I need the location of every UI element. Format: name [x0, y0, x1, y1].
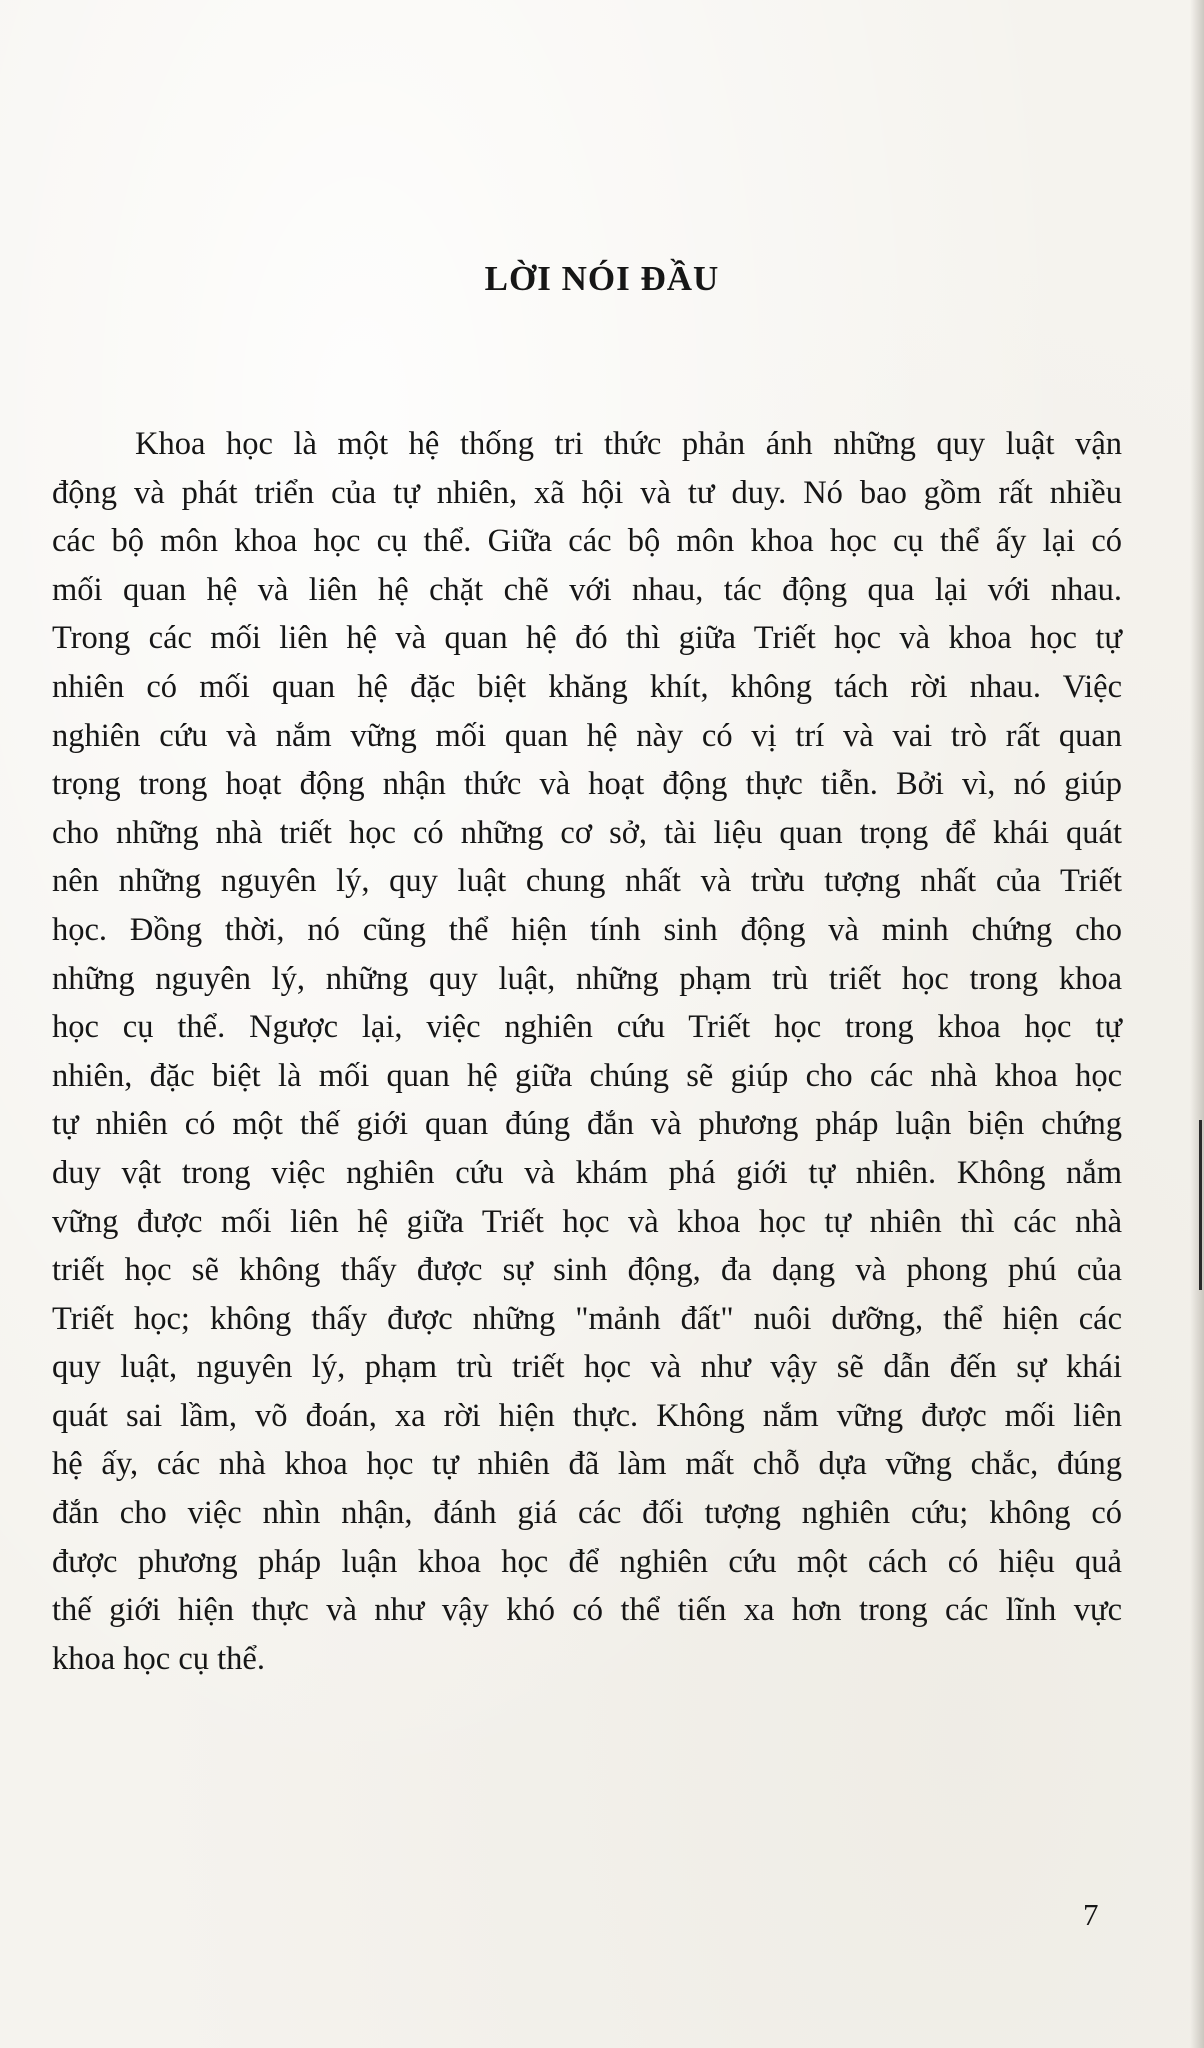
text-line: triết học sẽ không thấy được sự sinh động, đa dạng và phong phú của — [52, 1252, 1122, 1289]
text-line: mối quan hệ và liên hệ chặt chẽ với nhau, tác động qua lại với nhau. — [52, 571, 1122, 608]
text-line: cho những nhà triết học có những cơ sở, tài liệu quan trọng để khái quát — [52, 814, 1122, 851]
text-line: các bộ môn khoa học cụ thể. Giữa các bộ môn khoa học cụ thể ấy lại có — [52, 523, 1122, 560]
text-line: những nguyên lý, những quy luật, những phạm trù triết học trong khoa — [52, 960, 1122, 997]
page-title: LỜI NÓI ĐẦU — [484, 259, 720, 299]
text-line: thế giới hiện thực và như vậy khó có thể tiến xa hơn trong các lĩnh vực — [52, 1592, 1122, 1629]
text-line: trọng trong hoạt động nhận thức và hoạt động thực tiễn. Bởi vì, nó giúp — [52, 766, 1122, 803]
page-edge-shadow — [1190, 0, 1204, 2048]
page-edge-mark — [1199, 1120, 1202, 1290]
text-line: học. Đồng thời, nó cũng thể hiện tính sinh động và minh chứng cho — [52, 911, 1122, 948]
text-line: đắn cho việc nhìn nhận, đánh giá các đối tượng nghiên cứu; không có — [52, 1495, 1122, 1532]
body-paragraph — [52, 420, 1122, 1683]
text-line: duy vật trong việc nghiên cứu và khám phá giới tự nhiên. Không nắm — [52, 1154, 1122, 1191]
text-line: Triết học; không thấy được những "mảnh đất" nuôi dưỡng, thể hiện các — [52, 1300, 1122, 1337]
text-line: được phương pháp luận khoa học để nghiên cứu một cách có hiệu quả — [52, 1543, 1122, 1580]
text-line: nhiên có mối quan hệ đặc biệt khăng khít, không tách rời nhau. Việc — [52, 668, 1122, 705]
text-line: khoa học cụ thể. — [52, 1640, 265, 1677]
text-line: nhiên, đặc biệt là mối quan hệ giữa chúng sẽ giúp cho các nhà khoa học — [52, 1057, 1122, 1094]
text-line: quy luật, nguyên lý, phạm trù triết học và như vậy sẽ dẫn đến sự khái — [52, 1349, 1122, 1386]
text-line: Khoa học là một hệ thống tri thức phản ánh những quy luật vận — [135, 426, 1122, 462]
text-line: quát sai lầm, võ đoán, xa rời hiện thực. Không nắm vững được mối liên — [52, 1397, 1122, 1434]
text-line: tự nhiên có một thế giới quan đúng đắn và phương pháp luận biện chứng — [52, 1106, 1122, 1143]
text-line: Trong các mối liên hệ và quan hệ đó thì giữa Triết học và khoa học tự — [52, 620, 1122, 657]
text-line: nên những nguyên lý, quy luật chung nhất và trừu tượng nhất của Triết — [52, 863, 1122, 900]
text-line: hệ ấy, các nhà khoa học tự nhiên đã làm mất chỗ dựa vững chắc, đúng — [52, 1446, 1122, 1483]
text-line: động và phát triển của tự nhiên, xã hội và tư duy. Nó bao gồm rất nhiều — [52, 474, 1122, 511]
text-line: vững được mối liên hệ giữa Triết học và khoa học tự nhiên thì các nhà — [52, 1203, 1122, 1240]
page-number: 7 — [1083, 1897, 1099, 1932]
text-line: học cụ thể. Ngược lại, việc nghiên cứu Triết học trong khoa học tự — [52, 1009, 1122, 1046]
text-line: nghiên cứu và nắm vững mối quan hệ này có vị trí và vai trò rất quan — [52, 717, 1122, 754]
